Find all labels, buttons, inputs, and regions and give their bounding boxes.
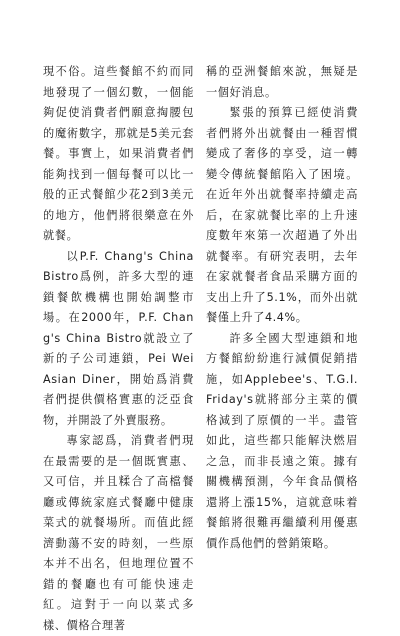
left-column bbox=[43, 62, 194, 636]
paragraph: 以P.F. Chang's China Bistro爲例，許多大型的連鎖餐飲機構也開始調整市場。在2000年，P.F. Chang's China Bistro就設立了新的子公司連鎖，Pei Wei Asian Diner，開始爲消費者們提供價格實惠的泛亞食物，并開設了外賣服務。 bbox=[43, 249, 194, 427]
paragraph: 稱的亞洲餐館來說，無疑是一個好消息。 bbox=[206, 65, 358, 99]
paragraph: 緊張的預算已經使消費者們將外出就餐由一種習慣變成了奢侈的享受，這一轉變令傳統餐館陷入了困境。在近年外出就餐率持續走高后，在家就餐比率的上升速度數年來第一次超過了外出就餐率。有研究表明，去年在家就餐者食品采購方面的支出上升了5.1%，而外出就餐僅上升了4.4%。 bbox=[206, 106, 358, 324]
paragraph: 專家認爲，消費者們現在最需要的是一個既實惠、又可信，并且糅合了高檔餐廳或傳統家庭式餐廳中健康菜式的就餐場所。而值此經濟動蕩不安的時刻，一些原本并不出名，但地理位置不錯的餐廳也有可能快速走紅。這對于一向以菜式多樣、價格合理著 bbox=[43, 434, 194, 632]
paragraph: 現不俗。這些餐館不約而同地發現了一個幻數，一個能夠促使消費者們願意掏腰包的魔術數字，那就是5美元套餐。事實上，如果消費者們能夠找到一個每餐可以比一般的正式餐館少花2到3美元的地方，他們將很樂意在外就餐。 bbox=[43, 65, 194, 242]
right-column bbox=[206, 62, 358, 554]
paragraph: 許多全國大型連鎖和地方餐館紛紛進行減價促銷措施，如Applebee's、T.G.I. Friday's就將部分主菜的價格減到了原價的一半。盡管如此，這些都只能解決燃眉之急，而非長遠之策。據有關機構預測，今年食品價格還將上漲15%，這就意味着餐館將很難再繼續利用優惠價作爲他們的營銷策略。 bbox=[206, 331, 358, 550]
